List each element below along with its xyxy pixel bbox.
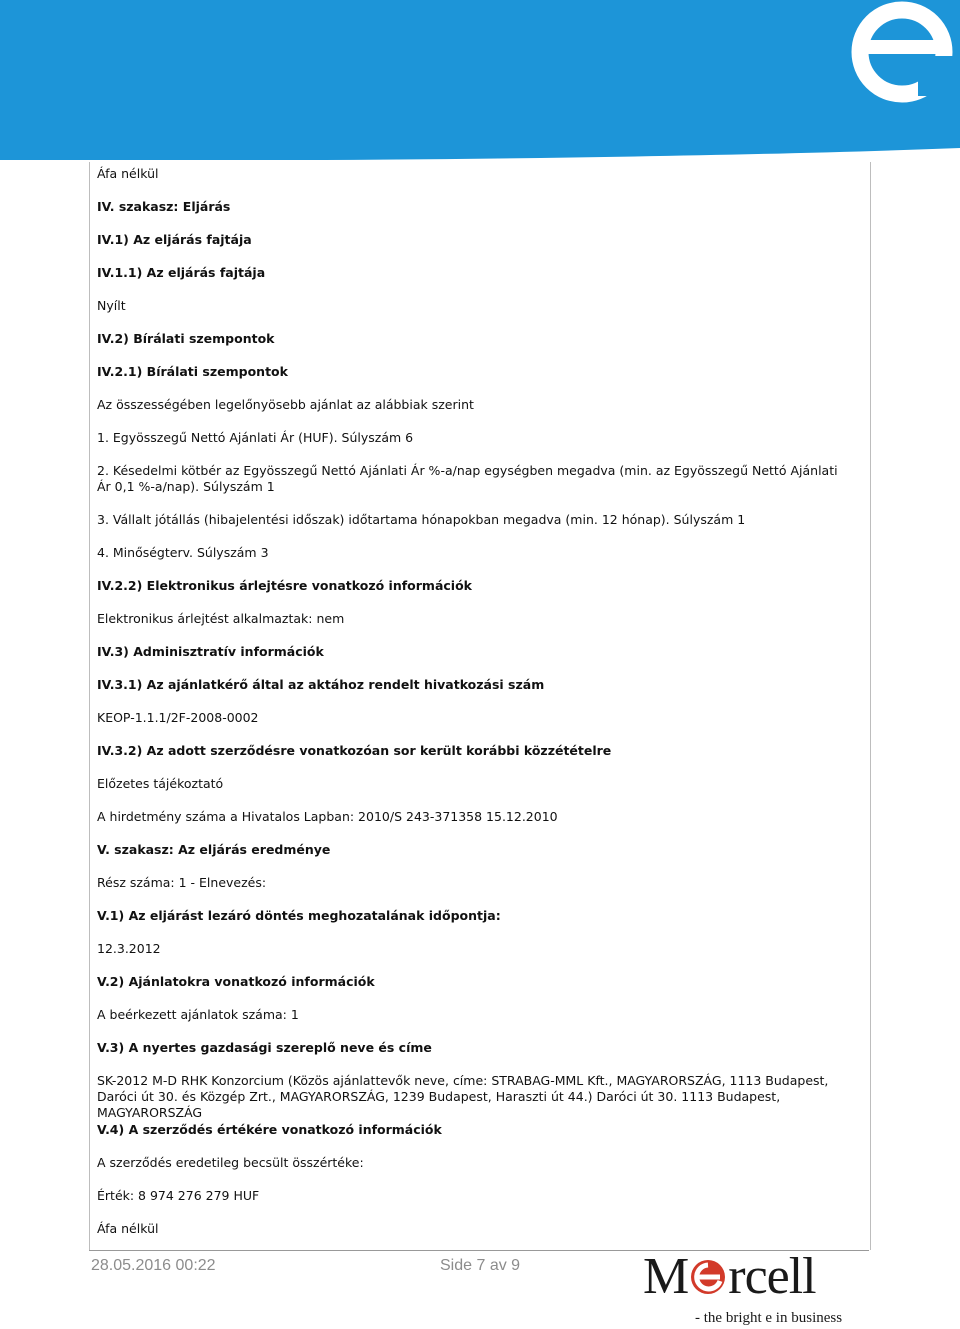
body-text: Érték: 8 974 276 279 HUF xyxy=(97,1188,260,1203)
section-heading: IV. szakasz: Eljárás xyxy=(97,199,231,214)
section-heading: V. szakasz: Az eljárás eredménye xyxy=(97,842,331,857)
e-logo-icon xyxy=(688,1251,728,1291)
body-text: Előzetes tájékoztató xyxy=(97,776,224,791)
body-text: A beérkezett ajánlatok száma: 1 xyxy=(97,1007,299,1022)
header-banner xyxy=(0,0,960,160)
body-text: Az összességében legelőnyösebb ajánlat az alábbiak szerint xyxy=(97,397,474,412)
section-heading: V.3) A nyertes gazdasági szereplő neve és címe xyxy=(97,1040,432,1055)
section-heading: IV.3) Adminisztratív információk xyxy=(97,644,324,659)
section-heading: IV.3.2) Az adott szerződésre vonatkozóan sor került korábbi közzétételre xyxy=(97,743,612,758)
body-text: 3. Vállalt jótállás (hibajelentési időszak) időtartama hónapokban megadva (min. 12 hónap). Súlyszám 1 xyxy=(97,512,746,527)
body-text: SK-2012 M-D RHK Konzorcium (Közös ajánlattevők neve, címe: STRABAG-MML Kft., MAGYARORSZÁG, 1113 Budapest, Daróci út 30. és Közgép Zrt., MAGYARORSZÁG, 1239 Budapest, Haraszti út 44.) Daróci út 30. 1113 Budapest, MAGYARORSZÁG xyxy=(97,1073,829,1120)
header-banner-graphic xyxy=(0,0,960,160)
section-heading: V.1) Az eljárást lezáró döntés meghozatalának időpontja: xyxy=(97,908,501,923)
footer-page-number: Side 7 av 9 xyxy=(440,1257,521,1274)
body-text: Elektronikus árlejtést alkalmaztak: nem xyxy=(97,611,345,626)
body-text: 2. Késedelmi kötbér az Egyösszegű Nettó Ajánlati Ár %-a/nap egységben megadva (min. az Egyösszegű Nettó Ajánlati Ár 0,1 %-a/nap). Súlyszám 1 xyxy=(97,463,838,494)
document-body xyxy=(89,162,871,1250)
section-heading: V.2) Ajánlatokra vonatkozó információk xyxy=(97,974,375,989)
logo-tagline: - the bright e in business xyxy=(695,1310,843,1326)
body-text: Nyílt xyxy=(97,298,126,313)
body-text: 4. Minőségterv. Súlyszám 3 xyxy=(97,545,269,560)
section-heading: IV.2.2) Elektronikus árlejtésre vonatkozó információk xyxy=(97,578,472,593)
footer-date: 28.05.2016 00:22 xyxy=(91,1257,216,1274)
section-heading: IV.2.1) Bírálati szempontok xyxy=(97,364,288,379)
body-text: Áfa nélkül xyxy=(97,166,159,181)
logo-letters-rest: rcell xyxy=(728,1248,816,1305)
section-heading: IV.3.1) Az ajánlatkérő által az aktához rendelt hivatkozási szám xyxy=(97,677,545,692)
section-heading: IV.1.1) Az eljárás fajtája xyxy=(97,265,266,280)
section-heading: IV.1) Az eljárás fajtája xyxy=(97,232,252,247)
body-text: Áfa nélkül xyxy=(97,1221,159,1236)
body-text: KEOP-1.1.1/2F-2008-0002 xyxy=(97,710,259,725)
body-text: 1. Egyösszegű Nettó Ajánlati Ár (HUF). Súlyszám 6 xyxy=(97,430,414,445)
section-heading: IV.2) Bírálati szempontok xyxy=(97,331,275,346)
body-text: A hirdetmény száma a Hivatalos Lapban: 2010/S 243-371358 15.12.2010 xyxy=(97,809,558,824)
marcell-logo xyxy=(643,1248,873,1329)
body-text: Rész száma: 1 - Elnevezés: xyxy=(97,875,267,890)
body-text: 12.3.2012 xyxy=(97,941,161,956)
logo-wordmark xyxy=(643,1247,816,1307)
logo-letter-m: M xyxy=(643,1248,689,1305)
section-heading: V.4) A szerződés értékére vonatkozó információk xyxy=(97,1122,442,1137)
body-text: A szerződés eredetileg becsült összértéke: xyxy=(97,1155,364,1170)
